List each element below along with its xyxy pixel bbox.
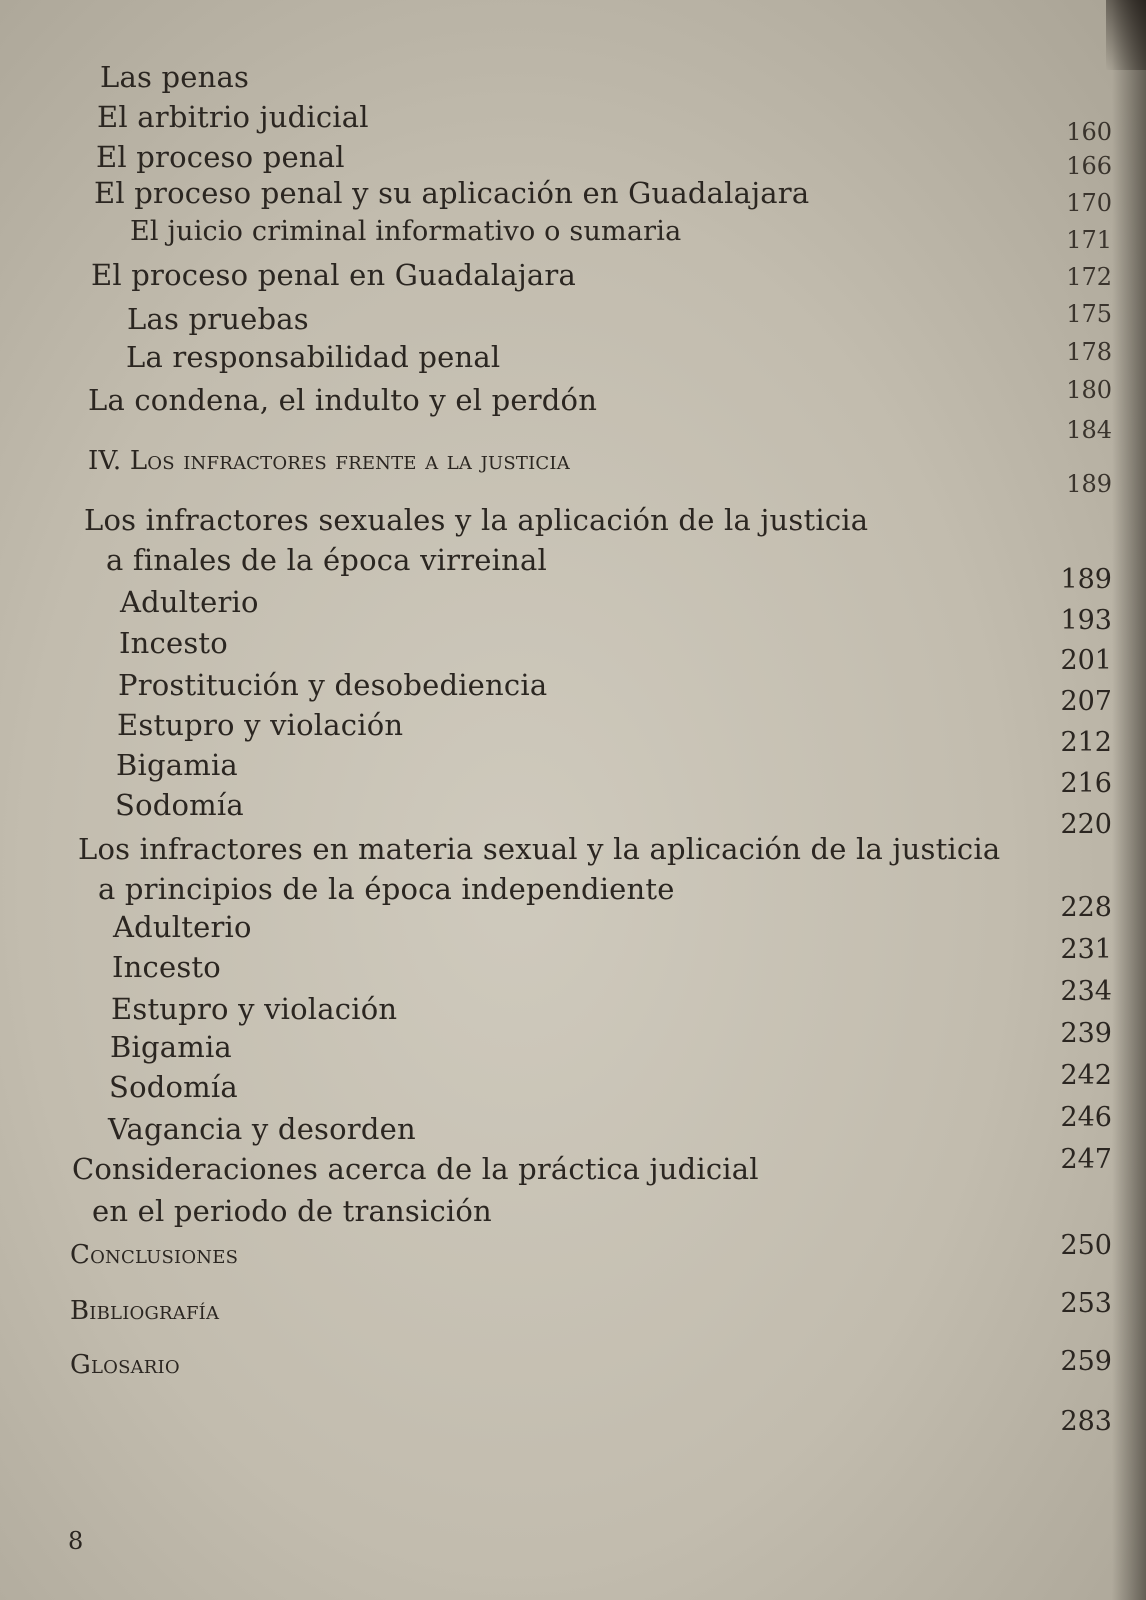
toc-section-heading: Glosario [70,1350,180,1380]
toc-entry: El proceso penal y su aplicación en Guadalajara [94,176,810,210]
page-number: 216 [1060,768,1112,799]
page-number: 239 [1060,1018,1112,1049]
toc-entry: a principios de la época independiente [98,872,675,906]
page-number: 172 [1066,263,1112,291]
toc-entry: El proceso penal en Guadalajara [91,258,576,292]
page-number: 166 [1066,152,1112,180]
page-number: 250 [1060,1230,1112,1261]
page-number: 234 [1060,976,1112,1007]
page-number: 253 [1060,1288,1112,1319]
toc-entry: La responsabilidad penal [126,340,501,374]
page-number: 175 [1066,300,1112,328]
page-number: 207 [1060,686,1112,717]
page-number: 201 [1060,645,1112,676]
page-number: 170 [1066,189,1112,217]
page-number: 178 [1066,338,1112,366]
toc-chapter-heading: IV. Los infractores frente a la justicia [88,446,570,476]
page-number: 184 [1066,416,1112,444]
page-number: 171 [1066,226,1112,254]
toc-entry: en el periodo de transición [92,1194,492,1228]
toc-entry: Los infractores en materia sexual y la aplicación de la justicia [78,832,1001,866]
toc-section-heading: Conclusiones [70,1240,239,1270]
toc-entry: El arbitrio judicial [97,100,369,134]
page-number: 180 [1066,376,1112,404]
toc-entry: Estupro y violación [117,708,404,742]
page-number: 220 [1060,809,1112,840]
toc-entry: Sodomía [115,788,244,822]
toc-entry: Estupro y violación [111,992,398,1026]
page-corner-shadow [1106,0,1146,70]
toc-entry: Los infractores sexuales y la aplicación de la justicia [84,503,869,537]
page-folio: 8 [68,1527,84,1555]
page-number: 228 [1060,892,1112,923]
toc-entry: Bigamia [116,748,238,782]
toc-entry: Prostitución y desobediencia [118,668,548,702]
toc-entry: Incesto [119,626,228,660]
page-number: 246 [1060,1102,1112,1133]
toc-entry: Adulterio [120,585,259,619]
page-number: 259 [1060,1346,1112,1377]
toc-entry: Bigamia [110,1030,232,1064]
page-number: 189 [1066,470,1112,498]
toc-entry: Las pruebas [127,302,309,336]
toc-entry: Adulterio [113,910,252,944]
page-edge-shadow [1112,0,1146,1600]
toc-entry: Consideraciones acerca de la práctica judicial [72,1152,759,1186]
page-number: 247 [1060,1144,1112,1175]
toc-section-heading: Bibliografía [70,1296,220,1326]
toc-entry: a finales de la época virreinal [106,543,547,577]
toc-entry: Incesto [112,950,221,984]
toc-entry: Sodomía [109,1070,238,1104]
toc-entry: La condena, el indulto y el perdón [88,383,598,417]
page-number: 242 [1060,1060,1112,1091]
toc-entry: Vagancia y desorden [108,1112,416,1146]
page-number: 189 [1060,564,1112,595]
page-number: 231 [1060,934,1112,965]
toc-entry: El juicio criminal informativo o sumaria [130,216,682,247]
toc-entry: Las penas [100,60,250,94]
page-number: 212 [1060,727,1112,758]
page-number: 160 [1066,118,1112,146]
page-number: 283 [1060,1406,1112,1437]
toc-entry: El proceso penal [96,140,345,174]
page-number: 193 [1060,605,1112,636]
